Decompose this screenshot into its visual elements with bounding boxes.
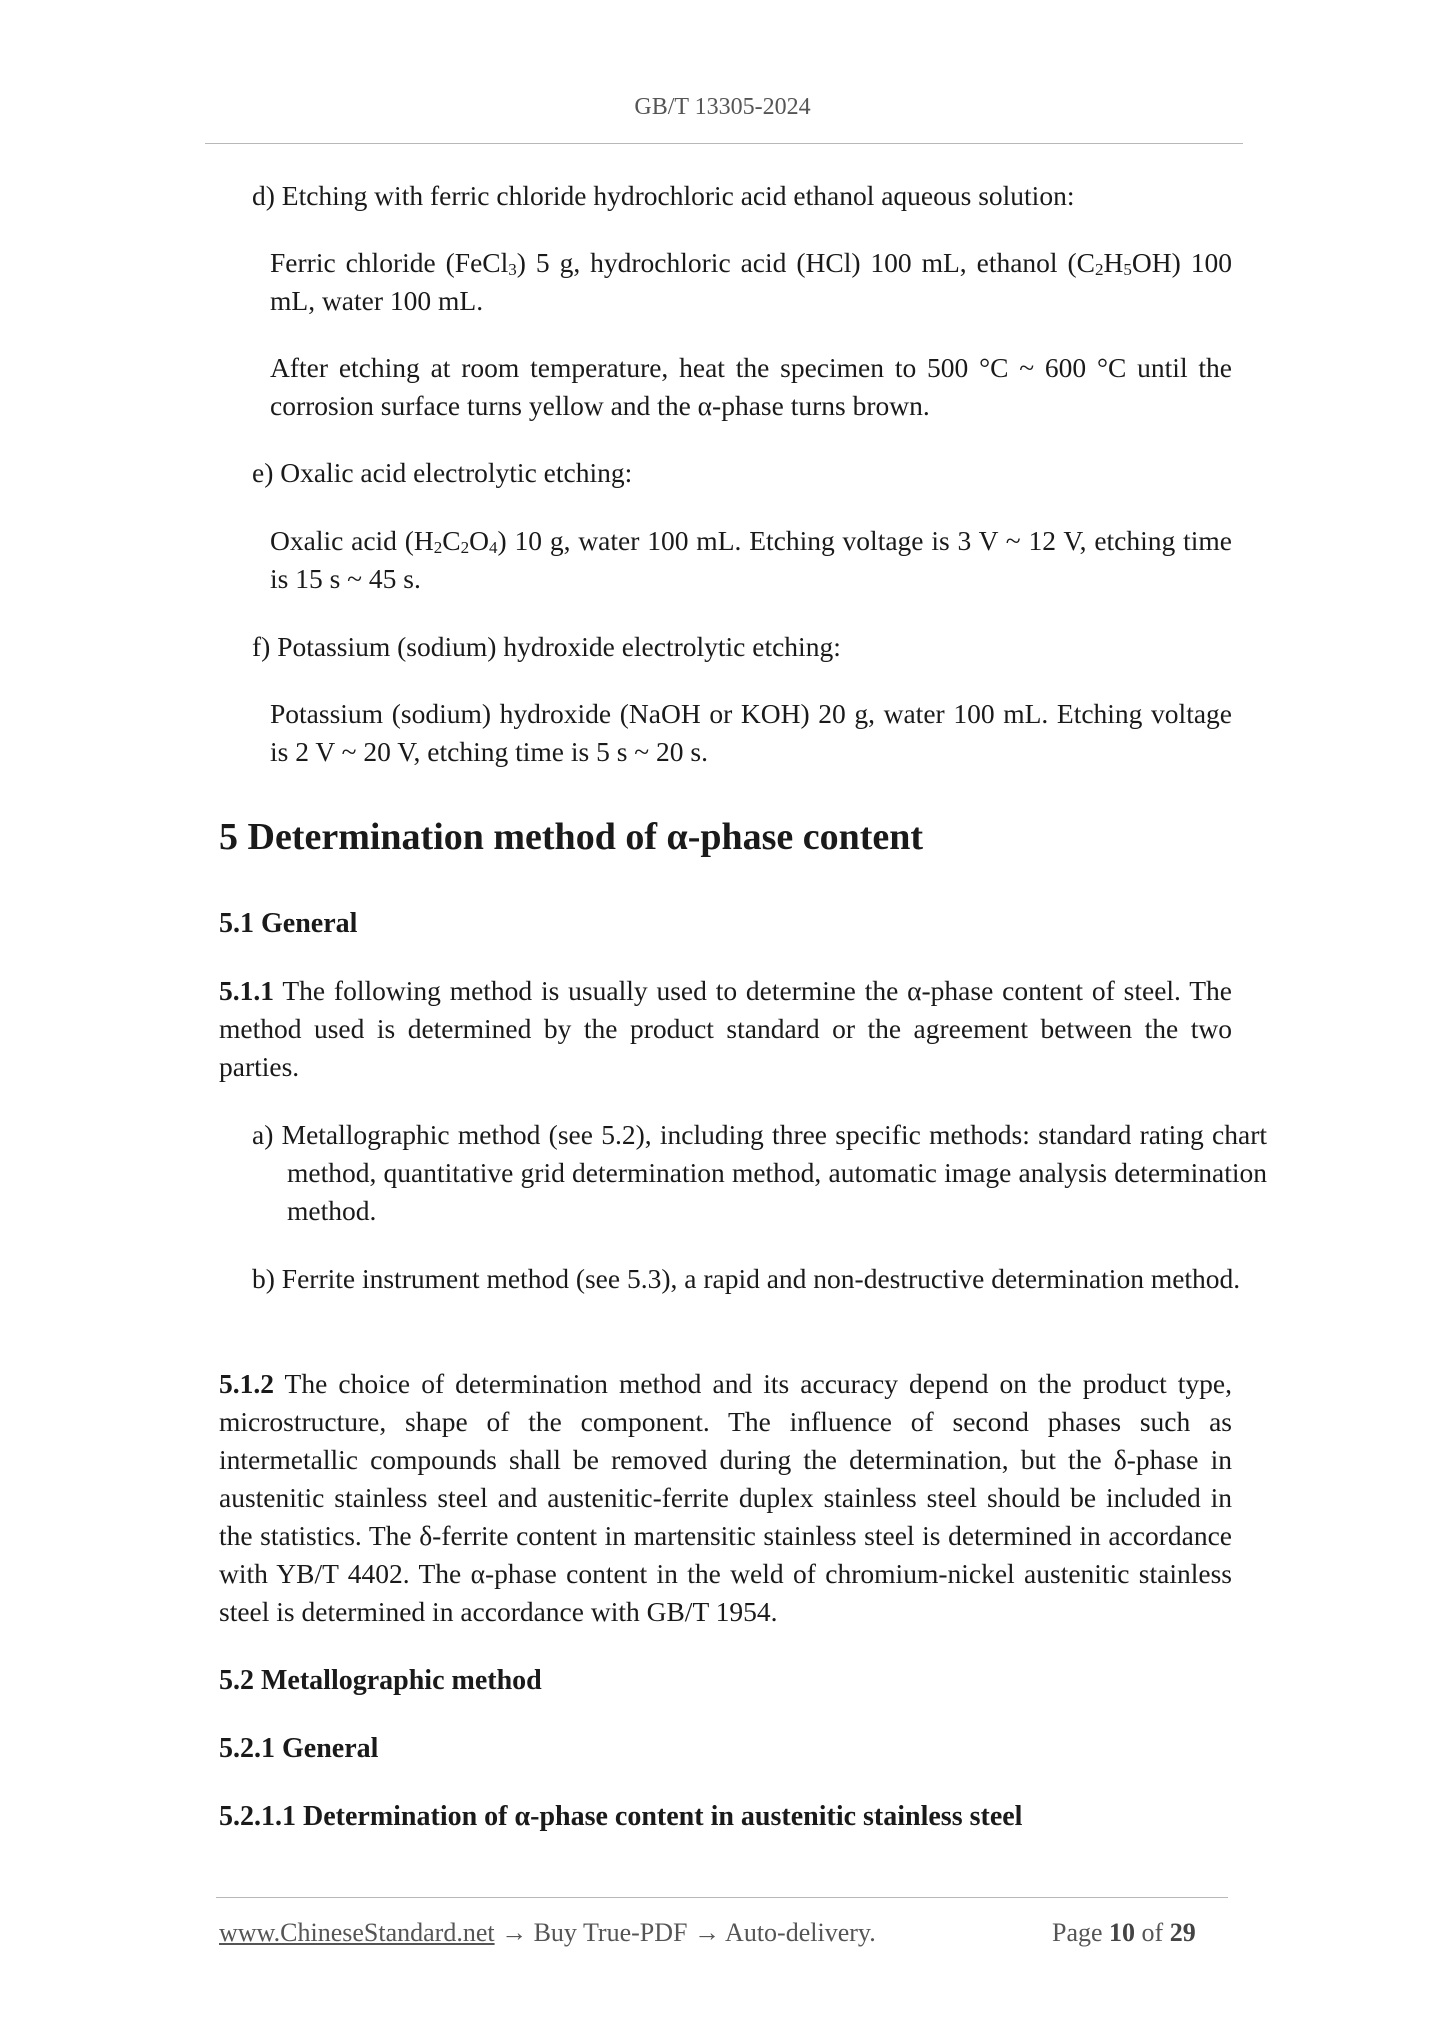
footer-divider	[216, 1897, 1228, 1898]
section-5-heading: 5 Determination method of α-phase content	[219, 816, 924, 858]
section-5-2-heading: 5.2 Metallographic method	[219, 1665, 542, 1696]
section-5-2-1-1-heading: 5.2.1.1 Determination of α-phase content in austenitic stainless steel	[219, 1801, 1023, 1832]
item-d-procedure: After etching at room temperature, heat the specimen to 500 °C ~ 600 °C until the corrosion surface turns yellow and the α-phase turns brown.	[270, 352, 1232, 421]
item-d-title: d) Etching with ferric chloride hydrochloric acid ethanol aqueous solution:	[252, 180, 1075, 211]
page-header: GB/T 13305-2024	[634, 94, 811, 120]
list-item-b: b) Ferrite instrument method (see 5.3), a rapid and non-destructive determination method.	[252, 1263, 1241, 1294]
item-f-title: f) Potassium (sodium) hydroxide electrolytic etching:	[252, 631, 841, 662]
site-link[interactable]: www.ChineseStandard.net	[219, 1918, 495, 1947]
header-divider	[205, 143, 1243, 144]
section-5-1-heading: 5.1 General	[219, 908, 358, 939]
item-d-reagent: Ferric chloride (FeCl$_3$) 5 g, hydrochloric acid (HCl) 100 mL, ethanol $(C_2H_5OH)$ 100 mL, water 100 mL.	[270, 247, 1232, 316]
clause-5-1-1: 5.1.1 The following method is usually used to determine the α-phase content of steel. The method used is determined by the product standard or the agreement between the two parties.	[219, 975, 1232, 1082]
section-5-2-1-heading: 5.2.1 General	[219, 1733, 379, 1764]
page-number: Page 10 of 29	[1052, 1918, 1196, 1947]
footer-promo: www.ChineseStandard.net → Buy True-PDF → Auto-delivery.	[219, 1918, 876, 1947]
clause-5-1-2: 5.1.2 The choice of determination method and its accuracy depend on the product type, microstructure, shape of the component. The influence of second phases such as intermetallic compounds shall be removed during the determination, but the δ-phase in austenitic stainless steel and austenitic-ferrite duplex stainless steel should be included in the statistics. The δ-ferrite content in martensitic stainless steel is determined in accordance with YB/T 4402. The α-phase content in the weld of chromium-nickel austenitic stainless steel is determined in accordance with GB/T 1954.	[219, 1368, 1232, 1627]
item-e-reagent: Oxalic acid $(H_2C_2O_4)$ 10 g, water 100 mL. Etching voltage is 3 V ~ 12 V, etching time is 15 s ~ 45 s.	[270, 525, 1232, 594]
item-f-reagent: Potassium (sodium) hydroxide (NaOH or KOH) 20 g, water 100 mL. Etching voltage is 2 V ~ 20 V, etching time is 5 s ~ 20 s.	[270, 698, 1232, 767]
item-e-title: e) Oxalic acid electrolytic etching:	[252, 457, 633, 488]
list-item-a: a) Metallographic method (see 5.2), including three specific methods: standard rating chart method, quantitative grid determination method, automatic image analysis determination method.	[252, 1119, 1267, 1226]
